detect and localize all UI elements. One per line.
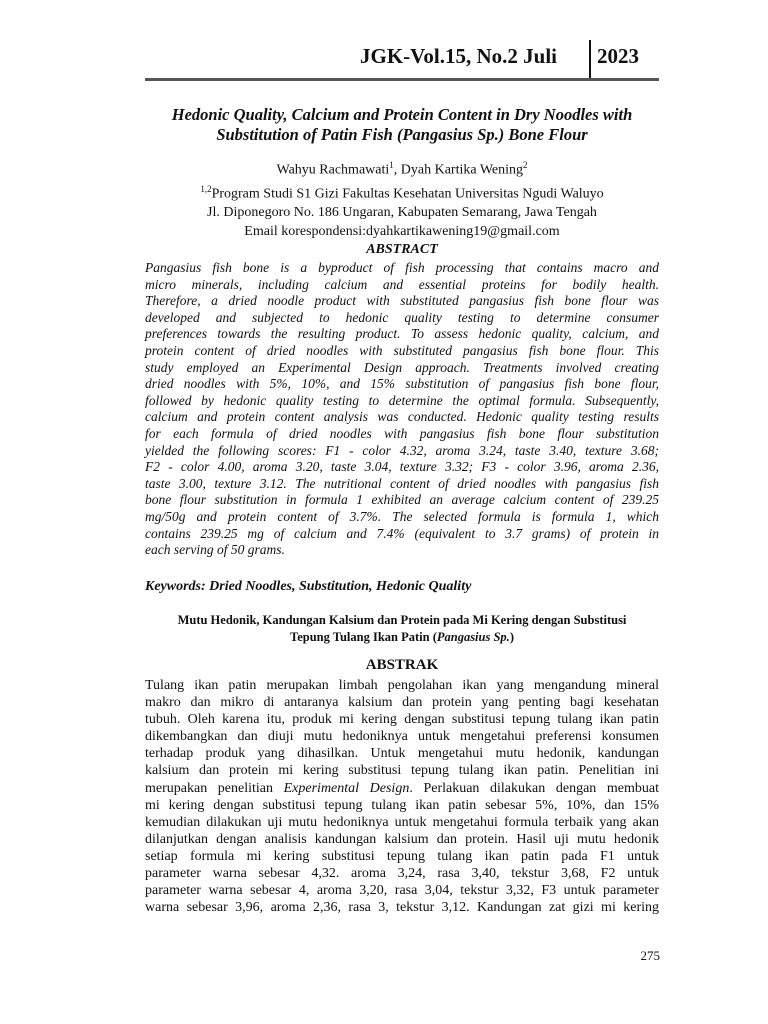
- journal-name: JGK-Vol.15, No.2 Juli: [360, 44, 557, 68]
- abstract-body: [145, 260, 659, 559]
- author-1: Wahyu Rachmawati: [276, 162, 390, 178]
- address: Jl. Diponegoro No. 186 Ungaran, Kabupaten Semarang, Jawa Tengah: [207, 205, 597, 221]
- abstract-line: each serving of 50 grams.: [145, 542, 285, 558]
- abstrak-line: warna sebesar 3,96, aroma 2,36, rasa 3, tekstur 3,12. Kandungan zat gizi mi kering: [145, 900, 659, 916]
- affiliation-text: Program Studi S1 Gizi Fakultas Kesehatan Universitas Ngudi Waluyo: [211, 186, 604, 202]
- abstrak-line-italic: Experimental Design: [283, 780, 410, 796]
- affiliation: [145, 180, 659, 204]
- header-vertical-divider: [589, 40, 591, 78]
- abstrak-line: terhadap produk yang dihasilkan. Untuk mengetahui mutu hedonik, kandungan: [145, 746, 659, 762]
- indonesian-title-prefix: Tepung Tulang Ikan Patin (: [290, 630, 437, 644]
- indonesian-title-line: [145, 629, 659, 646]
- indonesian-title-suffix: ): [509, 630, 514, 644]
- author-2: Dyah Kartika Wening: [400, 162, 524, 178]
- abstrak-line-prefix: merupakan penelitian: [145, 780, 284, 796]
- header-rule: [145, 78, 659, 81]
- abstract-line: micro minerals, including calcium and essential proteins for bodily health.: [145, 276, 659, 292]
- paper-title: [145, 105, 659, 145]
- abstract-line: bone flour substitution in formula 1 exhibited an average calcium content of 239.25: [145, 492, 659, 508]
- indonesian-title-species: Pangasius Sp.: [436, 630, 510, 644]
- abstract-line: taste 3.00, texture 3.12. The nutritional content of dried noodles with pangasius fish: [145, 475, 659, 491]
- indonesian-title: [145, 612, 659, 646]
- abstrak-line: dikembangkan dan diuji mutu hedoniknya untuk mengetahui preferensi konsumen: [145, 729, 659, 745]
- author-2-sup: 2: [523, 160, 528, 170]
- abstract-line: Therefore, a dried noodle product with substituted pangasius fish bone flour was: [145, 293, 659, 309]
- author-block: [145, 156, 659, 241]
- abstrak-line: [145, 780, 659, 797]
- title-line: Substitution of Patin Fish (Pangasius Sp.) Bone Flour: [216, 125, 588, 144]
- abstrak-line: kemudian dilakukan uji mutu hedoniknya untuk mengetahui formula terbaik yang akan: [145, 814, 659, 830]
- author-1-sup: 1: [389, 160, 394, 170]
- abstract-line: contains 239.25 mg of calcium and 7.4% (equivalent to 3.7 grams) of protein in: [145, 525, 659, 541]
- email: Email korespondensi:dyahkartikawening19@gmail.com: [244, 224, 560, 240]
- abstrak-line: kalsium dan protein mi kering substitusi tepung tulang ikan patin. Penelitian ini: [145, 763, 659, 779]
- abstrak-line-suffix: . Perlakuan dilakukan dengan membuat: [409, 780, 659, 796]
- abstract-line: preferences towards the resulting product. To assess hedonic quality, calcium, and: [145, 326, 659, 342]
- abstrak-line: parameter warna sebesar 4,32. aroma 3,24, rasa 3,40, tekstur 3,68, F2 untuk: [145, 866, 659, 882]
- abstract-line: calcium and protein content analysis was conducted. Hedonic quality testing results: [145, 409, 659, 425]
- journal-header: [360, 40, 660, 80]
- abstract-line: dried noodles with 5%, 10%, and 15% substitution of pangasius fish bone flour,: [145, 376, 659, 392]
- abstrak-line: parameter warna sebesar 4, aroma 3,20, rasa 3,04, tekstur 3,32, F3 untuk parameter: [145, 883, 659, 899]
- keywords: Keywords: Dried Noodles, Substitution, Hedonic Quality: [145, 579, 472, 594]
- abstract-line: followed by hedonic quality testing to determine the optimal formula. Subsequently,: [145, 392, 659, 408]
- abstrak-line: tubuh. Oleh karena itu, produk mi kering dengan substitusi tepung tulang ikan patin: [145, 712, 659, 728]
- page-number: 275: [640, 948, 660, 963]
- author-names: [145, 156, 659, 180]
- affiliation-sup: 1,2: [200, 183, 212, 194]
- abstrak-line: makro dan mikro di antaranya kalsium dan protein yang penting bagi kesehatan: [145, 695, 659, 711]
- abstrak-line: mi kering dengan substitusi tepung tulang ikan patin sebesar 5%, 10%, dan 15%: [145, 797, 659, 813]
- abstract-line: study employed an Experimental Design approach. Treatments involved creating: [145, 359, 659, 375]
- abstract-line: yielded the following scores: F1 - color 4.32, aroma 3.24, taste 3.40, texture 3.68;: [145, 442, 659, 458]
- abstract-line: F2 - color 4.00, aroma 3.20, taste 3.04, texture 3.32; F3 - color 3.96, aroma 2.36,: [145, 459, 659, 475]
- abstrak-body: [145, 677, 659, 916]
- abstract-line: protein content of dried noodles with substituted pangasius fish bone flour. This: [145, 342, 659, 358]
- title-line: Hedonic Quality, Calcium and Protein Content in Dry Noodles with: [171, 105, 633, 124]
- abstract-heading: ABSTRACT: [366, 242, 438, 257]
- abstract-line: Pangasius fish bone is a byproduct of fish processing that contains macro and: [145, 260, 659, 275]
- abstract-line: for each formula of dried noodles with pangasius fish bone flour substitution: [145, 425, 659, 441]
- abstract-line: developed and subjected to hedonic quality testing to determine consumer: [145, 309, 659, 325]
- abstrak-line: setiap formula mi kering substitusi tepung tulang ikan patin pada F1 untuk: [145, 848, 659, 864]
- abstract-line: mg/50g and protein content of 3.7%. The selected formula is formula 1, which: [145, 508, 659, 524]
- author-separator: ,: [393, 162, 401, 178]
- abstrak-line: dilanjutkan dengan analisis kandungan kalsium dan protein. Hasil uji mutu hedonik: [145, 831, 659, 847]
- abstrak-line: Tulang ikan patin merupakan limbah pengolahan ikan yang mengandung mineral: [145, 678, 659, 693]
- indonesian-title-line: Mutu Hedonik, Kandungan Kalsium dan Protein pada Mi Kering dengan Substitusi: [177, 613, 627, 627]
- abstrak-heading: ABSTRAK: [365, 657, 439, 673]
- journal-year: 2023: [597, 44, 639, 68]
